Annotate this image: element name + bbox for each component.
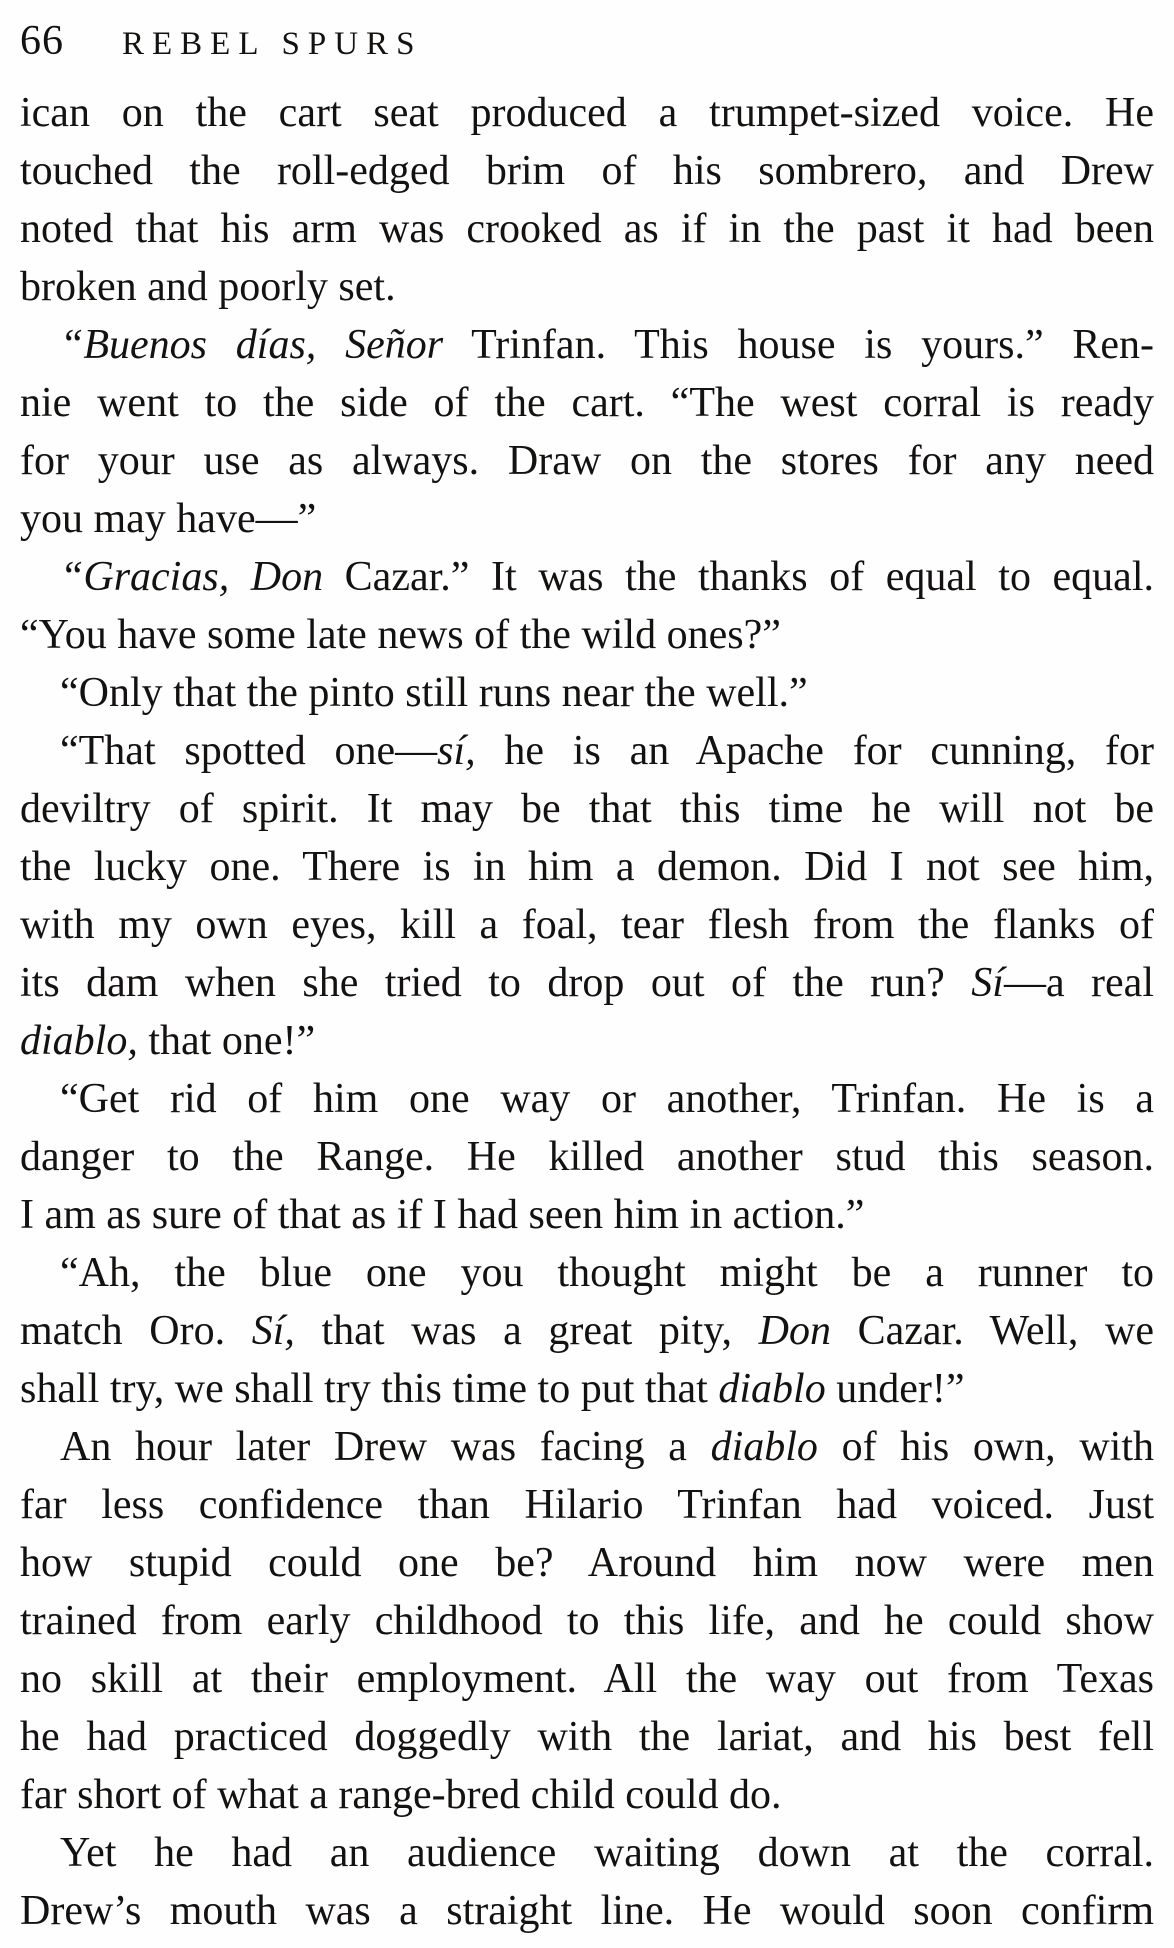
running-head bbox=[20, 18, 1154, 64]
text-segment: far short of what a range-bred child could do. bbox=[20, 1772, 782, 1818]
page-number: 66 bbox=[20, 18, 64, 64]
text-segment: Yet he had an audience waiting down at the corral. bbox=[60, 1830, 1154, 1876]
italic-text-segment: diablo bbox=[718, 1366, 826, 1412]
italic-text-segment: sí, bbox=[437, 728, 476, 774]
text-segment: under!” bbox=[825, 1366, 965, 1412]
text-segment: “You have some late news of the wild ones?” bbox=[20, 612, 781, 658]
text-line bbox=[20, 838, 1154, 896]
running-title: REBEL SPURS bbox=[122, 26, 423, 62]
text-segment: Cazar. Well, we bbox=[831, 1308, 1154, 1354]
text-segment: for your use as always. Draw on the stores for any need bbox=[20, 438, 1154, 484]
text-segment: deviltry of spirit. It may be that this time he will not be bbox=[20, 786, 1154, 832]
text-segment: shall try, we shall try this time to put that bbox=[20, 1366, 719, 1412]
text-segment: no skill at their employment. All the way out from Texas bbox=[20, 1656, 1154, 1702]
text-line bbox=[20, 1012, 1154, 1070]
text-line bbox=[20, 896, 1154, 954]
text-line bbox=[20, 1128, 1154, 1186]
text-segment: An hour later Drew was facing a bbox=[60, 1424, 711, 1470]
text-line bbox=[20, 432, 1154, 490]
text-segment: I am as sure of that as if I had seen him in action.” bbox=[20, 1192, 865, 1238]
text-segment: touched the roll-edged brim of his sombrero, and Drew bbox=[20, 148, 1154, 194]
text-segment: —a real bbox=[1003, 960, 1154, 1006]
text-segment: far less confidence than Hilario Trinfan had voiced. Just bbox=[20, 1482, 1154, 1528]
italic-text-segment: Sí bbox=[971, 960, 1004, 1006]
text-segment: ican on the cart seat produced a trumpet-sized voice. He bbox=[20, 90, 1154, 136]
text-segment: “Only that the pinto still runs near the well.” bbox=[60, 670, 808, 716]
text-line bbox=[20, 1592, 1154, 1650]
text-line bbox=[20, 722, 1154, 780]
text-line bbox=[20, 1418, 1154, 1476]
text-segment: Cazar.” It was the thanks of equal to equal. bbox=[323, 554, 1154, 600]
text-line bbox=[20, 1476, 1154, 1534]
text-segment: Trinfan. This house is yours.” Ren- bbox=[443, 322, 1154, 368]
text-segment: its dam when she tried to drop out of the run? bbox=[20, 960, 972, 1006]
text-line bbox=[20, 142, 1154, 200]
text-segment: with my own eyes, kill a foal, tear flesh from the flanks of bbox=[20, 902, 1154, 948]
text-segment: broken and poorly set. bbox=[20, 264, 396, 310]
text-line bbox=[20, 84, 1154, 142]
text-line bbox=[20, 374, 1154, 432]
text-segment: the lucky one. There is in him a demon. Did I not see him, bbox=[20, 844, 1154, 890]
text-line bbox=[20, 664, 1154, 722]
text-line bbox=[20, 1766, 1154, 1824]
text-line bbox=[20, 490, 1154, 548]
text-segment: he had practiced doggedly with the lariat, and his best fell bbox=[20, 1714, 1154, 1760]
text-line bbox=[20, 1360, 1154, 1418]
text-line bbox=[20, 258, 1154, 316]
text-line bbox=[20, 200, 1154, 258]
text-line bbox=[20, 1882, 1154, 1940]
text-segment: “Get rid of him one way or another, Trinfan. He is a bbox=[60, 1076, 1154, 1122]
text-line bbox=[20, 316, 1154, 374]
text-segment: “Ah, the blue one you thought might be a runner to bbox=[60, 1250, 1154, 1296]
text-segment: that was a great pity, bbox=[294, 1308, 759, 1354]
text-line bbox=[20, 606, 1154, 664]
text-segment: noted that his arm was crooked as if in the past it had been bbox=[20, 206, 1154, 252]
text-line bbox=[20, 1186, 1154, 1244]
text-line bbox=[20, 1824, 1154, 1882]
text-segment: that one!” bbox=[137, 1018, 316, 1064]
text-block bbox=[20, 84, 1154, 1940]
italic-text-segment: Sí, bbox=[251, 1308, 295, 1354]
text-line bbox=[20, 1650, 1154, 1708]
text-segment: match Oro. bbox=[20, 1308, 252, 1354]
text-segment: Drew’s mouth was a straight line. He would soon confirm bbox=[20, 1888, 1154, 1934]
text-segment: “That spotted one— bbox=[60, 728, 438, 774]
text-segment: how stupid could one be? Around him now were men bbox=[20, 1540, 1154, 1586]
text-line bbox=[20, 1070, 1154, 1128]
text-line bbox=[20, 1244, 1154, 1302]
text-segment: you may have—” bbox=[20, 496, 317, 542]
text-line bbox=[20, 548, 1154, 606]
text-line bbox=[20, 780, 1154, 838]
italic-text-segment: diablo, bbox=[20, 1018, 138, 1064]
italic-text-segment: Don bbox=[758, 1308, 831, 1354]
text-segment: of his own, with bbox=[817, 1424, 1154, 1470]
text-segment: trained from early childhood to this life, and he could show bbox=[20, 1598, 1154, 1644]
text-line bbox=[20, 1708, 1154, 1766]
italic-text-segment: diablo bbox=[710, 1424, 818, 1470]
italic-text-segment: “Gracias, Don bbox=[60, 554, 324, 600]
text-line bbox=[20, 1534, 1154, 1592]
text-line bbox=[20, 954, 1154, 1012]
italic-text-segment: “Buenos días, Señor bbox=[60, 322, 444, 368]
text-segment: he is an Apache for cunning, for bbox=[475, 728, 1154, 774]
text-segment: nie went to the side of the cart. “The west corral is ready bbox=[20, 380, 1154, 426]
text-segment: danger to the Range. He killed another stud this season. bbox=[20, 1134, 1154, 1180]
text-line bbox=[20, 1302, 1154, 1360]
